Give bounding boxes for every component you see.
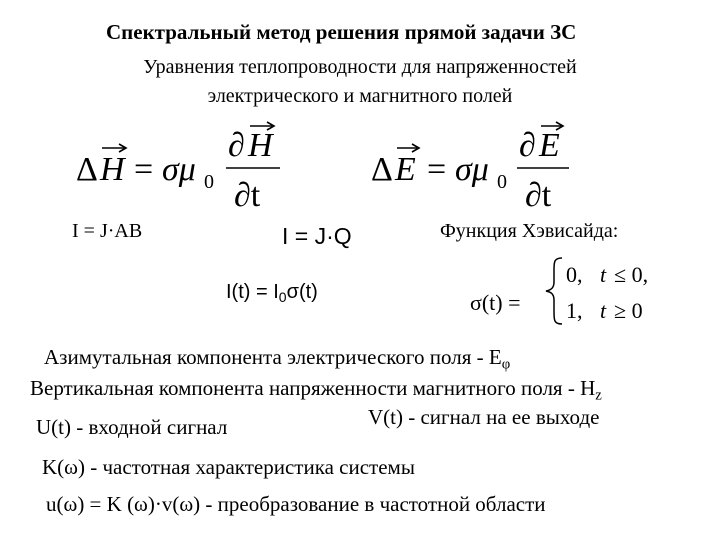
numerator-h: H: [248, 127, 273, 164]
heat-equation-e: [365, 118, 605, 223]
heat-equation-h: [70, 118, 310, 223]
subtitle-line-2: электрического и магнитного полей: [207, 85, 513, 107]
left-brace-icon: [546, 258, 562, 324]
equals-sign: =: [427, 151, 447, 188]
vertical-text: Вертикальная компонента напряженности магнитного поля - H: [30, 376, 596, 400]
frequency-response-line: K(ω) - частотная характеристика системы: [42, 455, 415, 479]
vertical-line: [30, 376, 602, 404]
delta-symbol: Δ: [76, 151, 98, 188]
current-formula-ab: I = J·AB: [72, 220, 143, 242]
heaviside-formula: [470, 252, 710, 335]
partial-symbol: ∂: [519, 127, 536, 164]
mu-subscript: 0: [497, 171, 507, 193]
azimuthal-line: [44, 345, 511, 373]
slide-title: Спектральный метод решения прямой задачи ЗС: [106, 20, 577, 44]
sigma-mu: σμ: [455, 151, 489, 188]
current-step-sub: 0: [278, 289, 287, 306]
numerator-e: E: [539, 127, 560, 164]
vertical-sub: z: [595, 387, 602, 404]
azimuthal-text: Азимутальная компонента электрического поля - E: [44, 345, 502, 369]
denominator-dt: ∂t: [234, 177, 261, 214]
case2-condition: ≥ 0: [614, 298, 643, 323]
current-step-tail: σ(t): [286, 281, 318, 303]
azimuthal-sub: φ: [501, 356, 511, 373]
current-step-formula: [226, 281, 318, 304]
mu-subscript: 0: [204, 171, 214, 193]
current-step-main: I(t) = I: [226, 281, 279, 303]
field-e: E: [395, 151, 416, 188]
frequency-transform-line: u(ω) = K (ω)·v(ω) - преобразование в частотной области: [46, 492, 546, 516]
sigma-mu: σμ: [162, 151, 196, 188]
heaviside-label: Функция Хэвисайда:: [440, 220, 619, 242]
denominator-dt: ∂t: [525, 177, 552, 214]
delta-symbol: Δ: [371, 151, 393, 188]
equals-sign: =: [134, 151, 154, 188]
output-signal-line: V(t) - сигнал на ее выходе: [368, 405, 600, 429]
case1-value: 0,: [566, 262, 583, 287]
case2-var: t: [600, 298, 607, 323]
partial-symbol: ∂: [228, 127, 245, 164]
sigma-lhs: σ(t) =: [470, 290, 521, 315]
current-formula-q: I = J·Q: [282, 223, 352, 249]
case2-value: 1,: [566, 298, 583, 323]
case1-var: t: [600, 262, 607, 287]
input-signal-line: U(t) - входной сигнал: [36, 415, 228, 439]
field-h: H: [100, 151, 125, 188]
subtitle-line-1: Уравнения теплопроводности для напряженностей: [143, 56, 577, 78]
case1-condition: ≤ 0,: [614, 262, 649, 287]
